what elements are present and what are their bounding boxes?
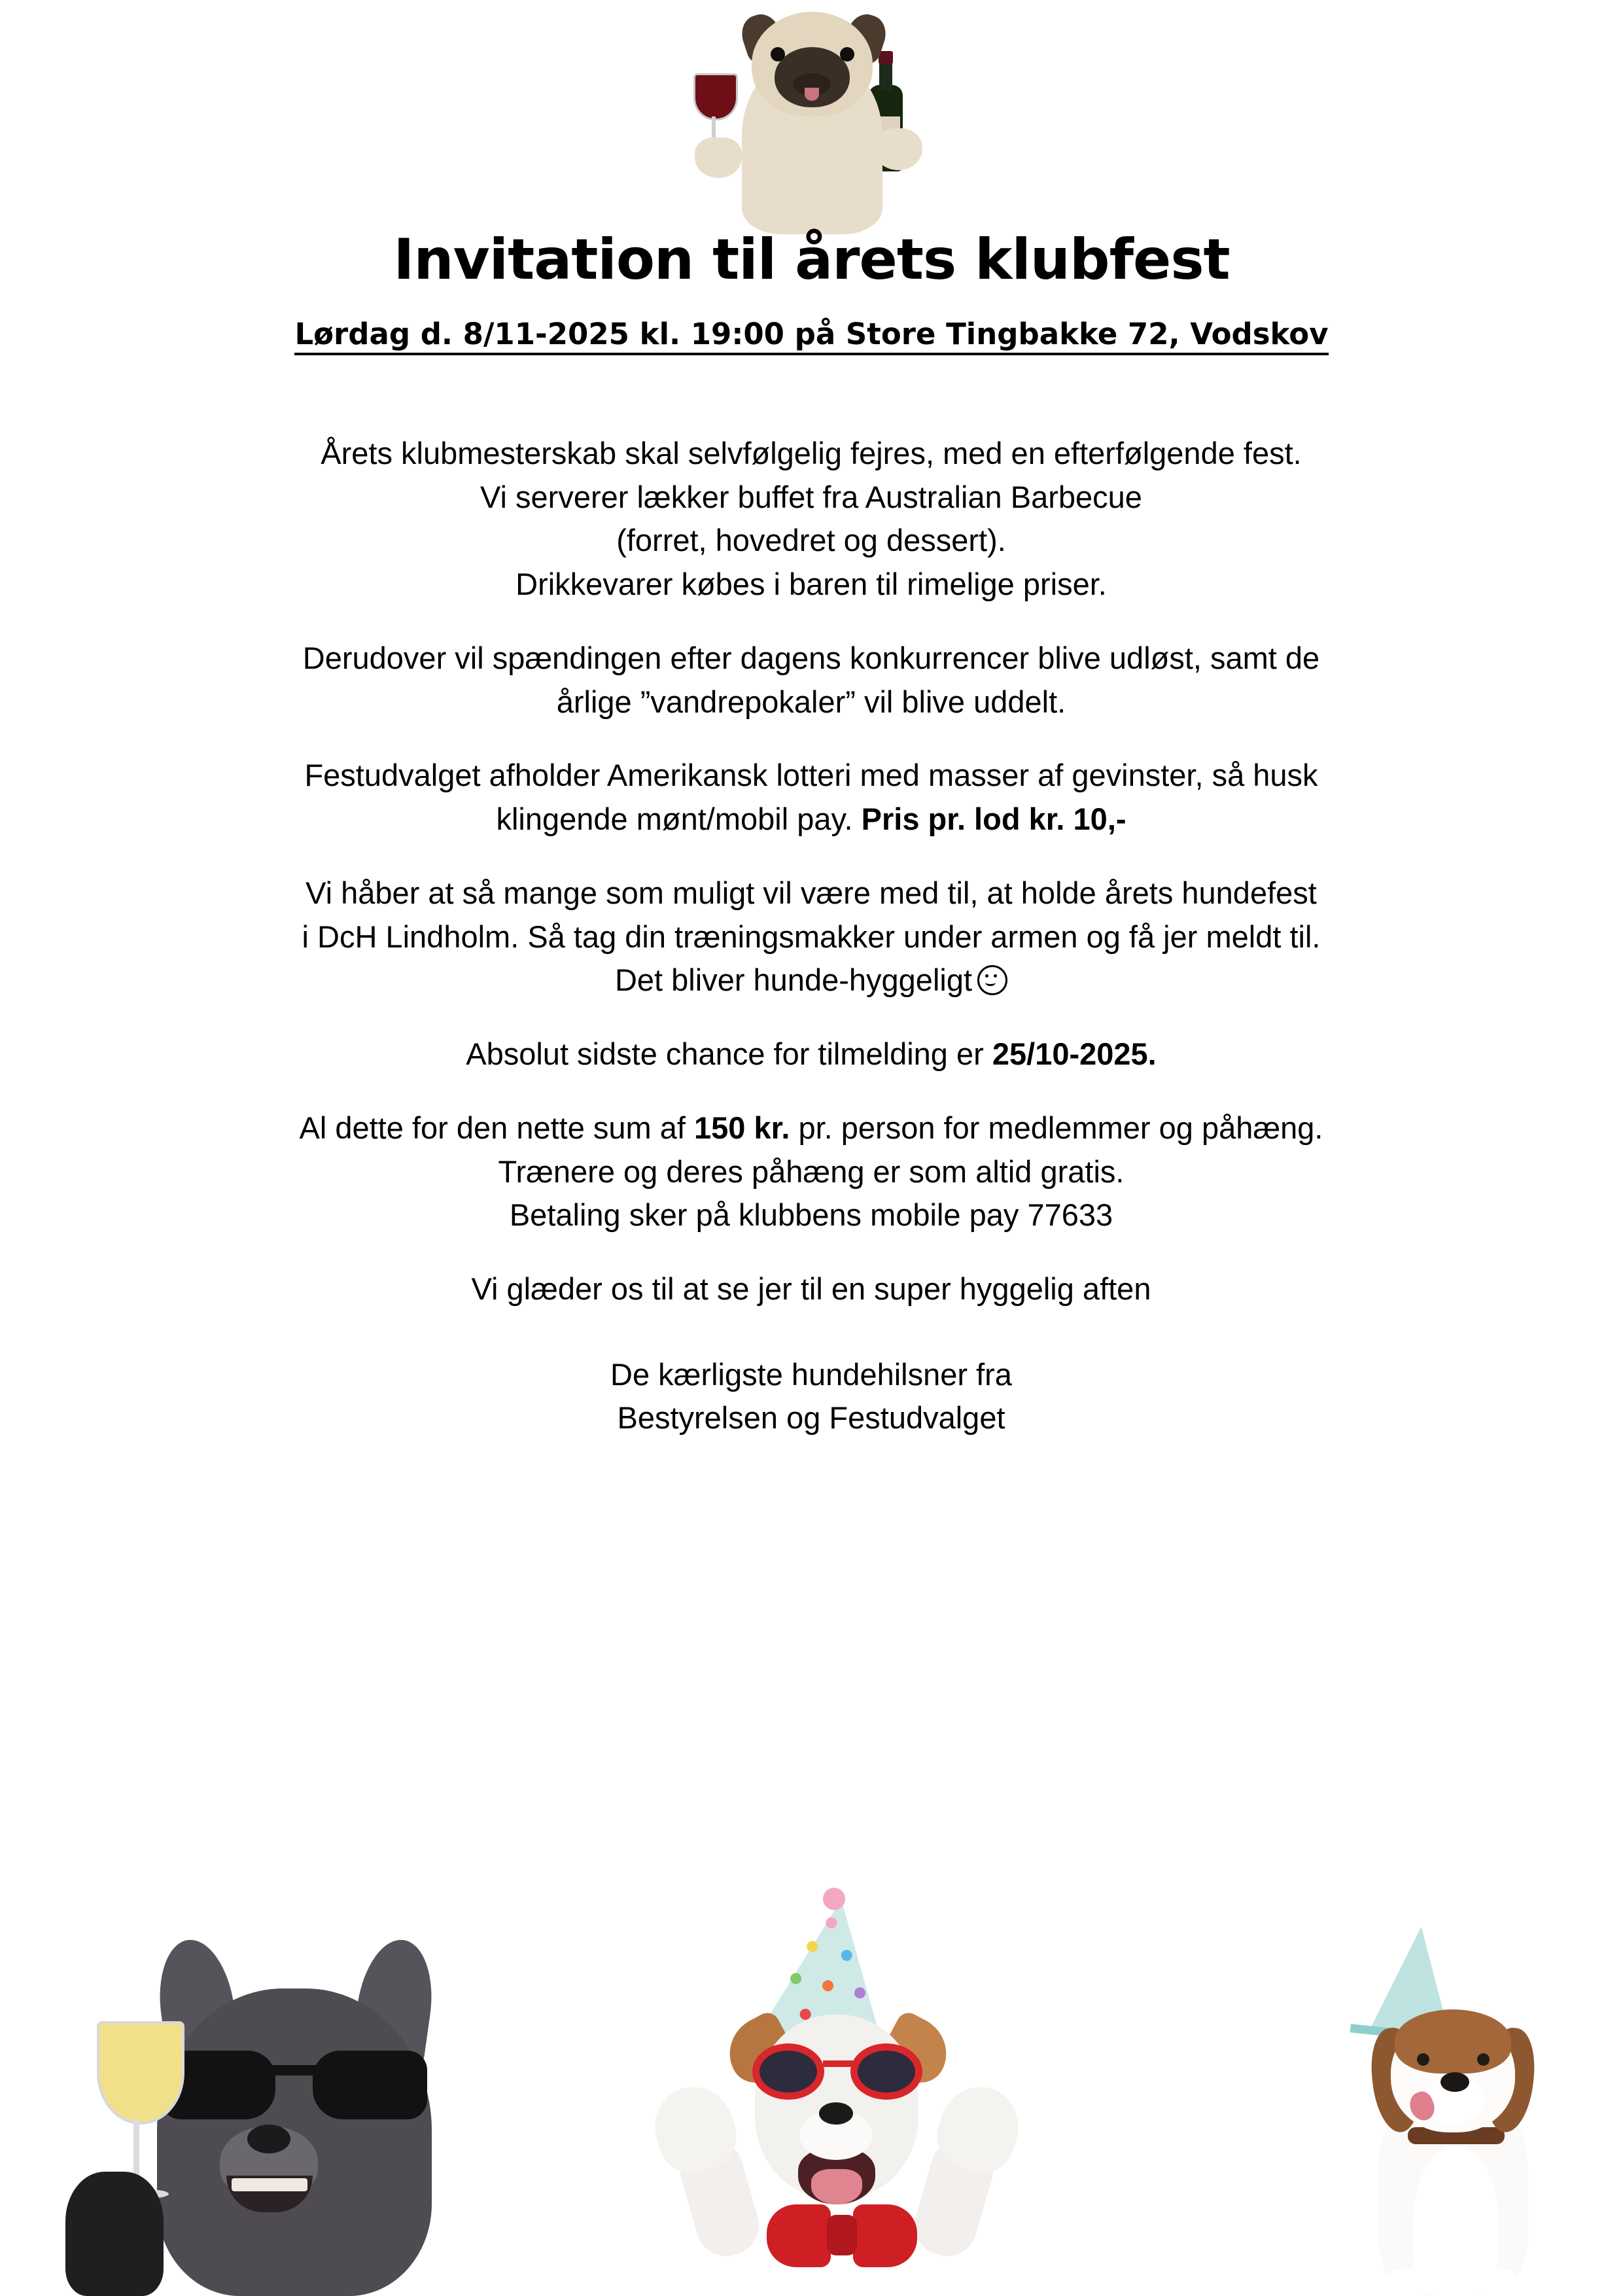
smiling-face-icon (977, 965, 1007, 995)
payment-prefix: Betaling sker på klubbens mobile pay (509, 1197, 1028, 1233)
closing-line-1: Vi glæder os til at se jer til en super hyggelig aften (471, 1271, 1151, 1307)
price-amount: 150 kr. (694, 1110, 790, 1145)
paragraph-competition (124, 637, 1498, 724)
poster-body (124, 432, 1498, 1440)
paragraph-signature (124, 1353, 1498, 1440)
signature-line-2: Bestyrelsen og Festudvalget (617, 1400, 1005, 1436)
jack-russell-with-party-hat-photo (615, 1890, 1060, 2296)
paragraph-intro (124, 432, 1498, 607)
intro-line-3: (forret, hovedret og dessert). (616, 523, 1006, 558)
page-subtitle (0, 318, 1623, 351)
price-suffix: pr. person for medlemmer og påhæng. (790, 1110, 1323, 1145)
competition-line-1: Derudover vil spændingen efter dagens konkurrencer blive udløst, samt de (302, 640, 1320, 675)
beagle-with-party-hat-photo (1315, 1916, 1590, 2296)
pug-illustration (658, 0, 966, 229)
page-title: Invitation til årets klubfest (393, 227, 1230, 292)
mobilepay-number: 77633 (1027, 1197, 1113, 1233)
signature-line-1: De kærligste hundehilsner fra (610, 1356, 1012, 1392)
sunglasses-icon (161, 2051, 429, 2119)
hope-line-3: Det bliver hunde-hyggeligt (614, 963, 973, 998)
deadline-prefix: Absolut sidste chance for tilmelding er (466, 1036, 992, 1072)
paragraph-closing (124, 1267, 1498, 1311)
lottery-line-2: klingende mønt/mobil pay. (496, 802, 853, 837)
hope-line-1: Vi håber at så mange som muligt vil være med til, at holde årets hundefest (305, 875, 1317, 910)
intro-line-1: Årets klubmesterskab skal selvfølgelig fejres, med en efterfølgende fest. (321, 436, 1302, 470)
competition-line-2: årlige ”vandrepokaler” vil blive uddelt. (556, 684, 1066, 719)
lottery-price: Pris pr. lod kr. 10,- (861, 802, 1126, 837)
paragraph-price (124, 1106, 1498, 1237)
red-sunglasses-icon (752, 2043, 922, 2100)
bottom-photo-strip (0, 1890, 1623, 2296)
page-subtitle-text: Lørdag d. 8/11-2025 kl. 19:00 på Store Tingbakke 72, Vodskov (294, 317, 1328, 355)
intro-line-4: Drikkevarer købes i baren til rimelige priser. (515, 567, 1107, 602)
paragraph-hope (124, 872, 1498, 1002)
hope-line-2: i DcH Lindholm. Så tag din træningsmakker under armen og få jer meldt til. (302, 919, 1321, 954)
bowtie-icon (767, 2200, 917, 2272)
paragraph-deadline (124, 1033, 1498, 1076)
pug-with-wine-photo (658, 0, 966, 229)
intro-line-2: Vi serverer lækker buffet fra Australian Barbecue (480, 479, 1142, 514)
french-bulldog-with-champagne-photo (39, 1903, 497, 2296)
price-prefix: Al dette for den nette sum af (299, 1110, 695, 1145)
price-trainers-line: Trænere og deres påhæng er som altid gratis. (498, 1154, 1125, 1189)
spacer (124, 1341, 1498, 1353)
paragraph-lottery (124, 754, 1498, 841)
lottery-line-1: Festudvalget afholder Amerikansk lotteri med masser af gevinster, så husk (304, 758, 1318, 793)
deadline-date: 25/10-2025. (992, 1036, 1157, 1072)
